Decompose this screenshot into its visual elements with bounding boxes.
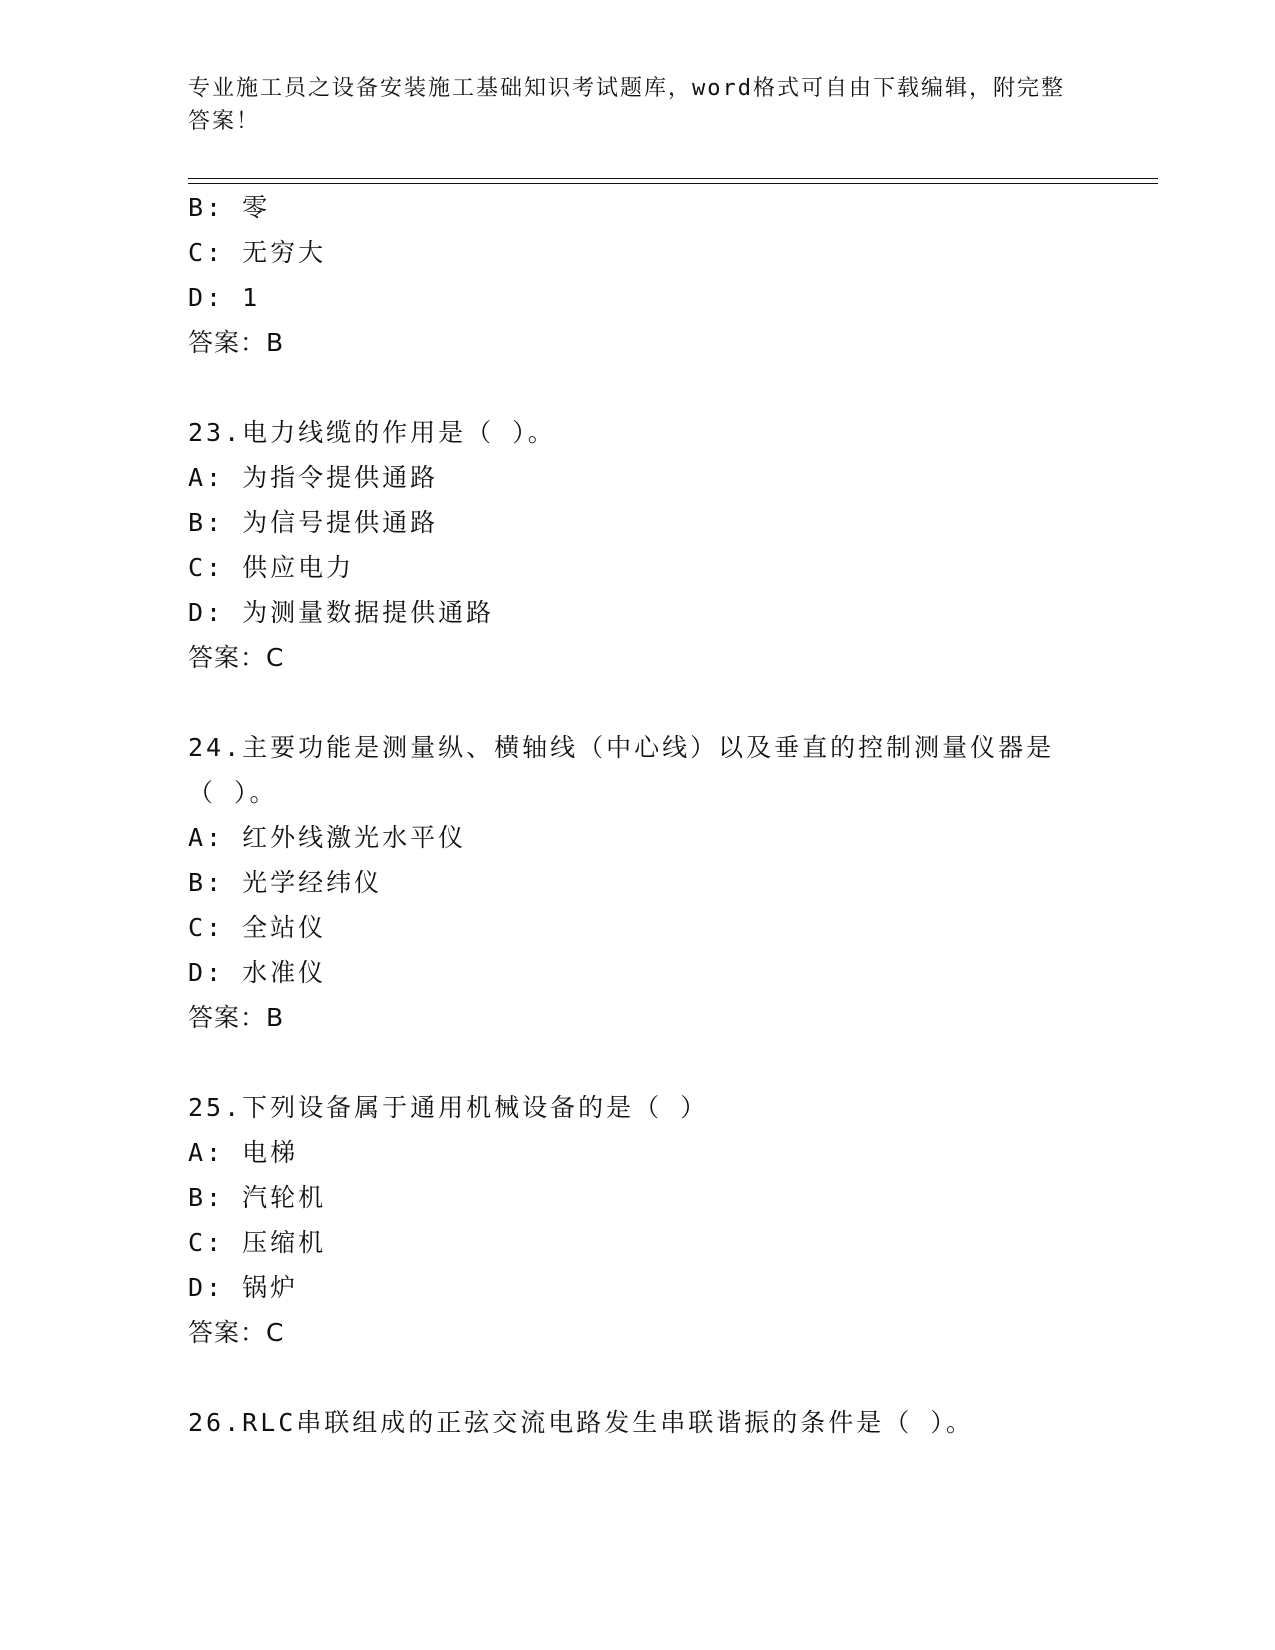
q22-option-c: C: 无穷大 (188, 238, 327, 267)
q23-question: 23.电力线缆的作用是（ ）。 (188, 418, 556, 447)
q22-option-d: D: 1 (188, 283, 261, 312)
q23-option-a: A: 为指令提供通路 (188, 463, 439, 492)
q25-question: 25.下列设备属于通用机械设备的是（ ） (188, 1093, 709, 1122)
q24-option-a: A: 红外线激光水平仪 (188, 823, 467, 852)
q25-option-a: A: 电梯 (188, 1138, 299, 1167)
q24-question: 24.主要功能是测量纵、横轴线（中心线）以及垂直的控制测量仪器是 (188, 733, 1055, 762)
q23-option-b: B: 为信号提供通路 (188, 508, 439, 537)
q25-option-c: C: 压缩机 (188, 1228, 327, 1257)
header-rule-top (188, 178, 1158, 179)
q22-answer: 答案：B (188, 328, 285, 357)
q22-option-b: B: 零 (188, 193, 271, 222)
q24-option-b: B: 光学经纬仪 (188, 868, 383, 897)
header-rule-bottom (188, 183, 1158, 184)
q25-option-b: B: 汽轮机 (188, 1183, 327, 1212)
q24-option-c: C: 全站仪 (188, 913, 327, 942)
document-header: 专业施工员之设备安装施工基础知识考试题库，word格式可自由下载编辑，附完整答案！ (188, 76, 1065, 134)
q25-option-d: D: 锅炉 (188, 1273, 299, 1302)
q24-answer: 答案：B (188, 1003, 285, 1032)
q24-option-d: D: 水准仪 (188, 958, 327, 987)
q25-answer: 答案：C (188, 1318, 285, 1347)
q23-option-c: C: 供应电力 (188, 553, 355, 582)
q26-question: 26.RLC串联组成的正弦交流电路发生串联谐振的条件是（ ）。 (188, 1408, 974, 1437)
q23-option-d: D: 为测量数据提供通路 (188, 598, 495, 627)
q24-question-continued: （ ）。 (188, 778, 278, 807)
q23-answer: 答案：C (188, 643, 285, 672)
